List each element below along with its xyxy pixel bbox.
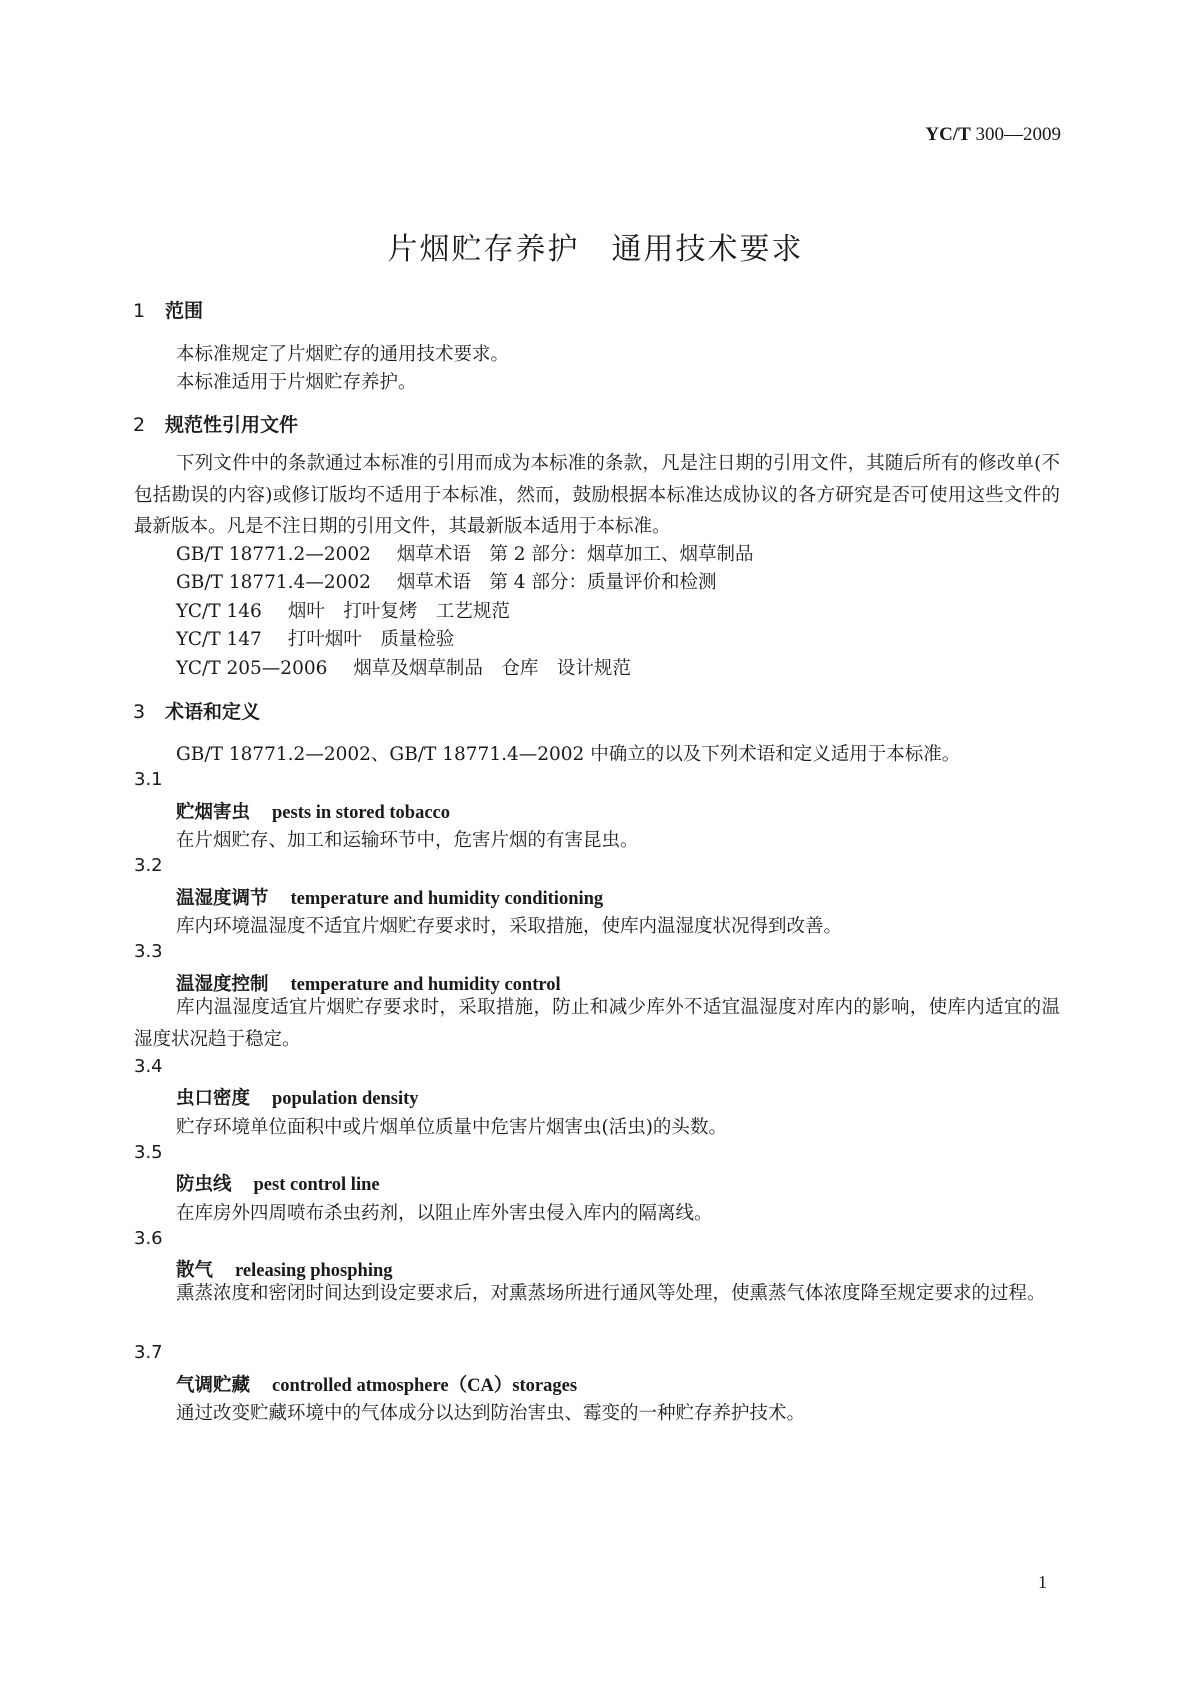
term-en: pests in stored tobacco [272,803,450,823]
reference-item [176,597,510,623]
section-number: 2 [133,414,146,436]
reference-item [176,625,454,651]
term-en: pest control line [253,1175,380,1195]
paragraph-intro: GB/T 18771.2—2002、GB/T 18771.4—2002 中确立的以及下列术语和定义适用于本标准。 [176,744,961,765]
term-en: temperature and humidity conditioning [290,889,604,909]
reference-item [176,540,753,566]
term-number: 3.3 [134,941,163,962]
page-title: 片烟贮存养护 通用技术要求 [387,232,804,267]
term-definition: 通过改变贮藏环境中的气体成分以达到防治害虫、霉变的一种贮存养护技术。 [176,1403,806,1424]
term-number: 3.6 [134,1228,163,1249]
reference-code: GB/T 18771.4—2002 [176,572,371,593]
term-definition: 在片烟贮存、加工和运输环节中，危害片烟的有害昆虫。 [176,830,639,851]
reference-name: 烟叶 打叶复烤 工艺规范 [287,601,510,622]
paragraph-intro: 下列文件中的条款通过本标准的引用而成为本标准的条款，凡是注日期的引用文件，其随后所有的修改单(不包括勘误的内容)或修订版均不适用于本标准，然而，鼓励根据本标准达成协议的各方研究是否可使用这些文件的最新版本。凡是不注日期的引用文件，其最新版本适用于本标准。 [134,453,1060,537]
term-number: 3.2 [134,855,163,876]
standard-number: 300—2009 [975,124,1061,145]
term-definition: 在库房外四周喷布杀虫药剂，以阻止库外害虫侵入库内的隔离线。 [176,1203,713,1224]
term-en: controlled atmosphere（CA）storages [272,1376,578,1396]
section-title: 术语和定义 [165,701,261,723]
term-en: releasing phosphing [235,1261,393,1281]
reference-code: YC/T 147 [176,629,262,650]
reference-name: 烟草术语 第 4 部分：质量评价和检测 [396,572,717,593]
term-definition: 库内环境温湿度不适宜片烟贮存要求时，采取措施，使库内温湿度状况得到改善。 [176,916,843,937]
reference-code: YC/T 205—2006 [176,658,328,679]
reference-name: 烟草术语 第 2 部分：烟草加工、烟草制品 [396,544,754,565]
term-zh: 虫口密度 [176,1088,251,1109]
reference-code: GB/T 18771.2—2002 [176,544,371,565]
reference-item [176,568,716,594]
paragraph: 本标准适用于片烟贮存养护。 [176,372,417,393]
term-number: 3.5 [134,1142,163,1163]
term-zh: 温湿度控制 [176,974,269,995]
term-number: 3.7 [134,1342,163,1363]
reference-code: YC/T 146 [176,601,262,622]
section-3-heading [133,697,260,724]
section-1-heading [133,296,203,323]
section-number: 1 [133,300,146,322]
term-heading [176,884,603,910]
term-zh: 温湿度调节 [176,888,269,909]
term-zh: 气调贮藏 [176,1375,251,1396]
section-title: 范围 [165,300,204,322]
standard-code [0,124,1061,146]
term-definition: 贮存环境单位面积中或片烟单位质量中危害片烟害虫(活虫)的头数。 [176,1117,727,1138]
term-zh: 防虫线 [176,1174,232,1195]
term-heading [176,1084,419,1110]
term-number: 3.1 [134,769,163,790]
term-heading [176,1170,380,1196]
standard-prefix: YC/T [925,124,971,145]
term-en: temperature and humidity control [290,975,561,995]
term-definition: 熏蒸浓度和密闭时间达到设定要求后，对熏蒸场所进行通风等处理，使熏蒸气体浓度降至规定要求的过程。 [176,1283,1046,1304]
reference-name: 烟草及烟草制品 仓库 设计规范 [353,658,631,679]
term-zh: 散气 [176,1260,214,1281]
reference-name: 打叶烟叶 质量检验 [287,629,455,650]
paragraph: 本标准规定了片烟贮存的通用技术要求。 [176,344,510,365]
reference-item [176,654,631,680]
section-2-heading [133,410,298,437]
page-number: 1 [1038,1572,1047,1592]
term-heading [176,1371,577,1397]
term-number: 3.4 [134,1056,163,1077]
term-heading [176,798,450,824]
term-definition: 库内温湿度适宜片烟贮存要求时，采取措施，防止和减少库外不适宜温湿度对库内的影响，使库内适宜的温湿度状况趋于稳定。 [134,997,1060,1050]
term-en: population density [272,1089,419,1109]
section-number: 3 [133,701,146,723]
term-zh: 贮烟害虫 [176,802,251,823]
section-title: 规范性引用文件 [165,414,299,436]
